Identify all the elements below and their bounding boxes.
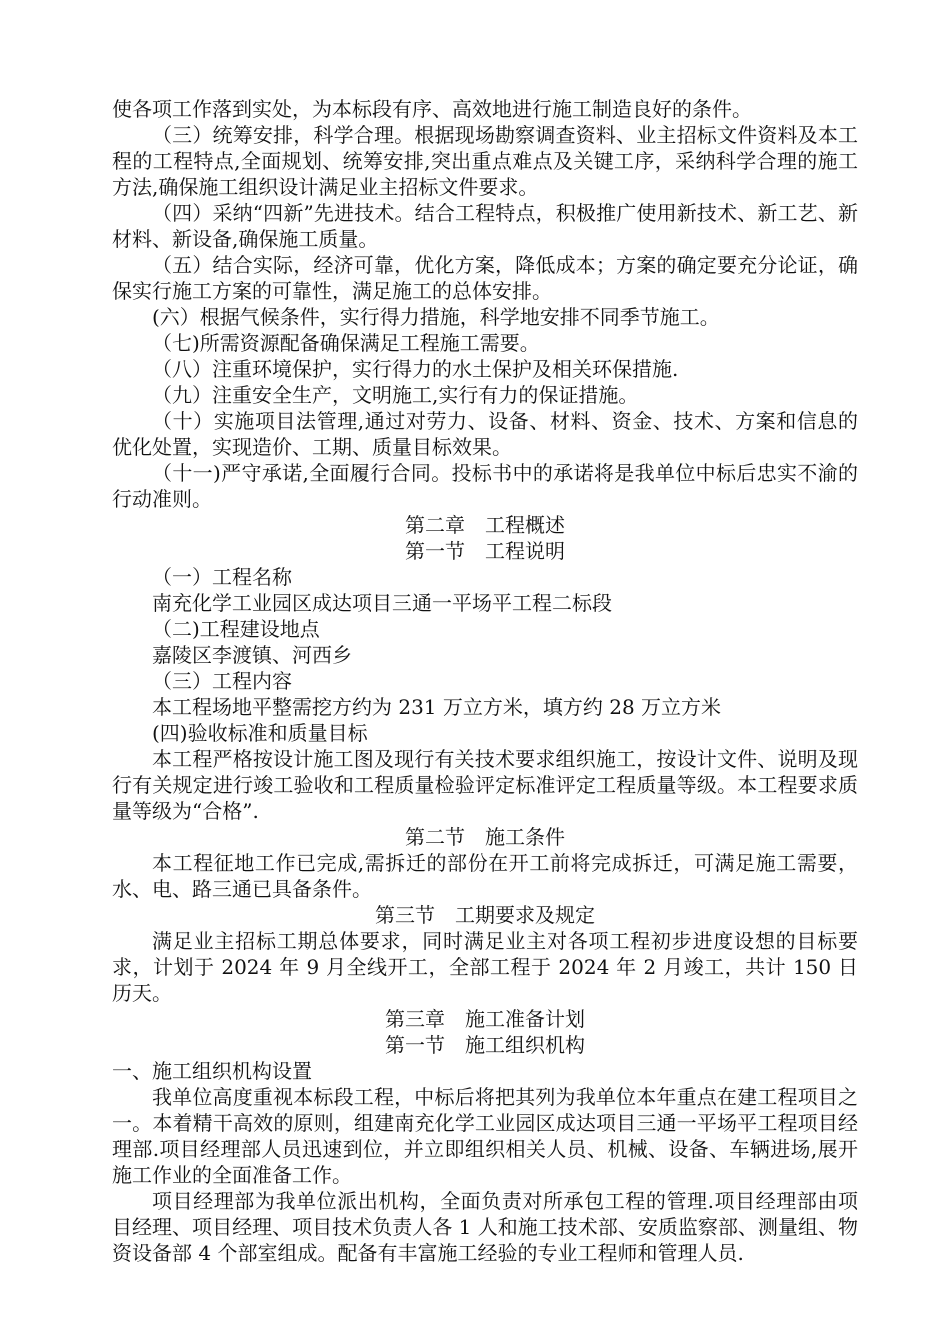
chapter-2-title: 第二章 工程概述 — [405, 513, 565, 537]
project-location-heading: （二)工程建设地点 — [152, 617, 320, 641]
paragraph-principle-9: （九）注重安全生产，文明施工,实行有力的保证措施。 — [152, 383, 639, 407]
document-page — [112, 96, 858, 1266]
chapter-2-section-2-title: 第二节 施工条件 — [405, 825, 565, 849]
organization-setup-heading: 一、施工组织机构设置 — [112, 1059, 312, 1083]
paragraph-principle-7: （七)所需资源配备确保满足工程施工需要。 — [152, 331, 540, 355]
paragraph-principle-8: （八）注重环境保护，实行得力的水土保护及相关环保措施. — [152, 357, 679, 381]
chapter-3-section-1-title: 第一节 施工组织机构 — [385, 1033, 585, 1057]
acceptance-standard-paragraph: 本工程严格按设计施工图及现行有关技术要求组织施工，按设计文件、说明及现行有关规定进行竣工验收和工程质量检验评定标准评定工程质量等级。本工程要求质量等级为“合格”. — [112, 747, 858, 823]
chapter-3-title: 第三章 施工准备计划 — [385, 1007, 585, 1031]
project-name-value: 南充化学工业园区成达项目三通一平场平工程二标段 — [152, 591, 612, 615]
paragraph-principle-6: (六）根据气候条件，实行得力措施，科学地安排不同季节施工。 — [152, 305, 720, 329]
organization-paragraph-1: 我单位高度重视本标段工程，中标后将把其列为我单位本年重点在建工程项目之一。本着精干高效的原则，组建南充化学工业园区成达项目三通一平场平工程项目经理部.项目经理部人员迅速到位，并立即组织相关人员、机械、设备、车辆进场,展开施工作业的全面准备工作。 — [112, 1085, 858, 1187]
organization-paragraph-2: 项目经理部为我单位派出机构，全面负责对所承包工程的管理.项目经理部由项目经理、项目经理、项目技术负责人各 1 人和施工技术部、安质监察部、测量组、物资设备部 4 个部室组成。配备有丰富施工经验的专业工程师和管理人员. — [112, 1189, 858, 1265]
paragraph-principle-4: （四）采纳“四新”先进技术。结合工程特点，积极推广使用新技术、新工艺、新材料、新设备,确保施工质量。 — [112, 201, 858, 251]
paragraph-principle-3: （三）统筹安排，科学合理。根据现场勘察调查资料、业主招标文件资料及本工程的工程特点,全面规划、统筹安排,突出重点难点及关键工序，采纳科学合理的施工方法,确保施工组织设计满足业主招标文件要求。 — [112, 123, 858, 199]
paragraph-intro-continuation: 使各项工作落到实处，为本标段有序、高效地进行施工制造良好的条件。 — [112, 97, 752, 121]
chapter-2-section-1-title: 第一节 工程说明 — [405, 539, 565, 563]
paragraph-principle-5: （五）结合实际，经济可靠，优化方案，降低成本；方案的确定要充分论证，确保实行施工方案的可靠性，满足施工的总体安排。 — [112, 253, 858, 303]
project-location-value: 嘉陵区李渡镇、河西乡 — [152, 643, 352, 667]
project-content-heading: （三）工程内容 — [152, 669, 292, 693]
construction-conditions-paragraph: 本工程征地工作已完成,需拆迁的部份在开工前将完成拆迁，可满足施工需要，水、电、路三通已具备条件。 — [112, 851, 858, 901]
project-content-value: 本工程场地平整需挖方约为 231 万立方米，填方约 28 万立方米 — [152, 695, 722, 719]
project-name-heading: （一）工程名称 — [152, 565, 292, 589]
paragraph-principle-11: （十一)严守承诺,全面履行合同。投标书中的承诺将是我单位中标后忠实不渝的行动准则。 — [112, 461, 858, 511]
schedule-paragraph: 满足业主招标工期总体要求，同时满足业主对各项工程初步进度设想的目标要求，计划于 2024 年 9 月全线开工，全部工程于 2024 年 2 月竣工，共计 150 日历天。 — [112, 929, 858, 1005]
paragraph-principle-10: （十）实施项目法管理,通过对劳力、设备、材料、资金、技术、方案和信息的优化处置，实现造价、工期、质量目标效果。 — [112, 409, 858, 459]
chapter-2-section-3-title: 第三节 工期要求及规定 — [375, 903, 595, 927]
acceptance-standard-heading: (四)验收标准和质量目标 — [152, 721, 368, 745]
